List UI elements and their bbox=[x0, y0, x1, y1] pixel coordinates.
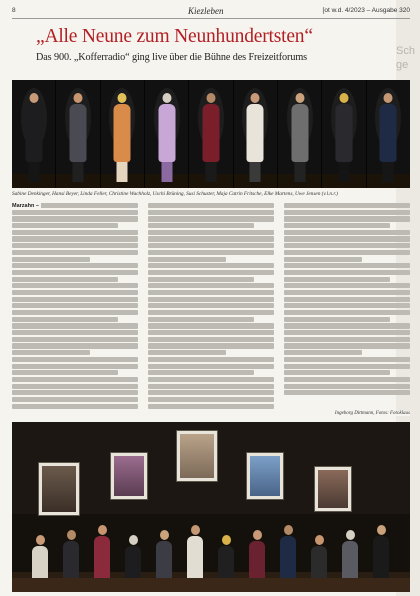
text-line bbox=[148, 350, 226, 355]
text-line bbox=[148, 384, 274, 389]
text-line bbox=[12, 243, 138, 248]
article-text-lines bbox=[284, 203, 410, 397]
text-line bbox=[12, 223, 118, 228]
section-title: Kiezleben bbox=[188, 6, 224, 16]
text-line bbox=[12, 310, 138, 315]
article-dateline: Marzahn – bbox=[12, 203, 39, 209]
text-line bbox=[148, 364, 274, 369]
framed-portrait-2 bbox=[110, 452, 148, 500]
stage-group-photo bbox=[12, 422, 410, 592]
text-line bbox=[148, 357, 274, 362]
performer-photo-3 bbox=[101, 80, 145, 188]
text-line bbox=[284, 263, 410, 268]
text-line bbox=[12, 303, 138, 308]
performer-photo-2 bbox=[56, 80, 100, 188]
text-line bbox=[12, 343, 138, 348]
text-line bbox=[148, 250, 274, 255]
article-text-lines bbox=[148, 203, 274, 410]
text-line bbox=[284, 297, 410, 302]
text-line bbox=[12, 216, 138, 221]
adjacent-page-text: Sch ge bbox=[396, 45, 415, 71]
text-line bbox=[12, 277, 118, 282]
page-number: 8 bbox=[12, 7, 16, 14]
page-header bbox=[12, 6, 410, 18]
text-line bbox=[12, 337, 138, 342]
text-line bbox=[148, 243, 274, 248]
text-line bbox=[12, 297, 138, 302]
text-line bbox=[284, 203, 410, 208]
performer-figure bbox=[94, 525, 110, 586]
text-line bbox=[12, 230, 138, 235]
text-line bbox=[284, 257, 362, 262]
text-line bbox=[148, 323, 274, 328]
text-line bbox=[12, 350, 90, 355]
article-headline: „Alle Neune zum Neunhundertsten“ bbox=[36, 26, 313, 47]
text-line bbox=[284, 270, 410, 275]
photo-caption: Sabine Denkinger, Hansi Beyer, Linda Feller, Christine Wachholz, Uschi Brüning, Susi Schuster, Maja Catrin Fritsche, Elke Martens, Uwe Jensen (v.l.n.r.) bbox=[12, 191, 338, 197]
text-line bbox=[148, 337, 274, 342]
text-line bbox=[148, 277, 254, 282]
text-line bbox=[284, 236, 410, 241]
header-rule bbox=[12, 18, 410, 19]
text-line bbox=[284, 390, 410, 395]
text-line bbox=[284, 310, 410, 315]
text-line bbox=[284, 343, 410, 348]
text-line bbox=[148, 303, 274, 308]
text-line bbox=[12, 384, 138, 389]
text-line bbox=[284, 370, 390, 375]
text-line bbox=[12, 364, 138, 369]
performer-photo-7 bbox=[278, 80, 322, 188]
article-column-1 bbox=[12, 203, 138, 418]
text-line bbox=[284, 357, 410, 362]
text-line bbox=[284, 223, 390, 228]
text-line bbox=[148, 216, 274, 221]
text-line bbox=[12, 317, 118, 322]
text-line bbox=[148, 390, 274, 395]
text-line bbox=[148, 370, 254, 375]
text-line bbox=[284, 230, 410, 235]
article-column-2 bbox=[148, 203, 274, 418]
text-line bbox=[148, 297, 274, 302]
text-line bbox=[148, 404, 274, 409]
performer-photo-4 bbox=[145, 80, 189, 188]
text-line bbox=[148, 210, 274, 215]
performer-photo-1 bbox=[12, 80, 56, 188]
text-line bbox=[12, 283, 138, 288]
text-line bbox=[12, 263, 138, 268]
text-line bbox=[148, 203, 274, 208]
text-line bbox=[284, 384, 410, 389]
text-line bbox=[284, 303, 410, 308]
performer-figure bbox=[187, 525, 203, 586]
text-line bbox=[284, 290, 410, 295]
text-line bbox=[12, 257, 90, 262]
issue-label: [ot w.d. 4/2023 – Ausgabe 320 bbox=[322, 7, 410, 14]
performer-photo-6 bbox=[234, 80, 278, 188]
text-line bbox=[12, 390, 138, 395]
text-line bbox=[12, 210, 138, 215]
text-line bbox=[148, 257, 226, 262]
text-line bbox=[148, 290, 274, 295]
text-line bbox=[148, 317, 254, 322]
text-line bbox=[148, 270, 274, 275]
text-line bbox=[284, 250, 410, 255]
text-line bbox=[148, 230, 274, 235]
text-line bbox=[284, 377, 410, 382]
article-text-lines bbox=[12, 203, 138, 410]
text-line bbox=[284, 337, 410, 342]
text-line bbox=[12, 397, 138, 402]
text-line bbox=[12, 270, 138, 275]
text-line bbox=[12, 330, 138, 335]
framed-portrait-3 bbox=[176, 430, 218, 482]
text-line bbox=[148, 236, 274, 241]
text-line bbox=[284, 317, 390, 322]
article-column-3 bbox=[284, 203, 410, 418]
stage-front bbox=[12, 578, 410, 592]
text-line bbox=[284, 330, 410, 335]
text-line bbox=[148, 283, 274, 288]
performer-figure bbox=[280, 525, 296, 586]
text-line bbox=[12, 357, 138, 362]
framed-portrait-1 bbox=[38, 462, 80, 516]
text-line bbox=[12, 323, 138, 328]
text-line bbox=[148, 330, 274, 335]
framed-portrait-5 bbox=[314, 466, 352, 512]
performer-photo-8 bbox=[322, 80, 366, 188]
article-subheadline: Das 900. „Kofferradio“ ging live über die Bühne des Freizeitforums bbox=[36, 52, 308, 63]
text-line bbox=[148, 223, 254, 228]
text-line bbox=[284, 216, 410, 221]
article-body bbox=[12, 203, 410, 418]
text-line bbox=[284, 364, 410, 369]
text-line bbox=[148, 397, 274, 402]
framed-portrait-4 bbox=[246, 452, 284, 500]
text-line bbox=[12, 236, 138, 241]
performer-photo-5 bbox=[189, 80, 233, 188]
text-line bbox=[148, 343, 274, 348]
text-line bbox=[284, 243, 410, 248]
text-line bbox=[148, 310, 274, 315]
text-line bbox=[284, 210, 410, 215]
text-line bbox=[284, 277, 390, 282]
performer-photo-9 bbox=[367, 80, 410, 188]
article-byline: Ingeborg Dittmann, Fotos: Fotoklaus bbox=[334, 411, 410, 416]
performers-photo bbox=[12, 80, 410, 188]
text-line bbox=[284, 323, 410, 328]
text-line bbox=[148, 377, 274, 382]
text-line bbox=[284, 350, 362, 355]
text-line bbox=[12, 250, 138, 255]
performer-figure bbox=[373, 525, 389, 586]
text-line bbox=[12, 377, 138, 382]
text-line bbox=[12, 404, 138, 409]
text-line bbox=[148, 263, 274, 268]
text-line bbox=[12, 370, 118, 375]
text-line bbox=[284, 283, 410, 288]
text-line bbox=[12, 290, 138, 295]
